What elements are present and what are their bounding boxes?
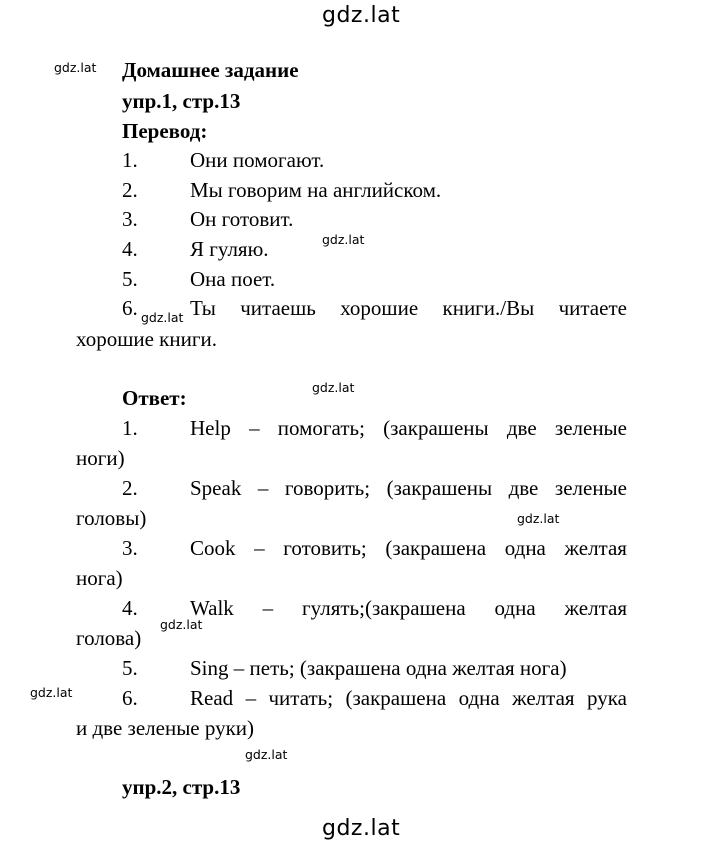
answer-continuation: и две зеленые руки)	[76, 716, 255, 740]
translation-number: 5.	[122, 267, 138, 291]
watermark: gdz.lat	[245, 747, 288, 762]
word: –	[245, 686, 257, 710]
answer-number: 6.	[122, 686, 138, 710]
word: зеленые	[554, 416, 627, 440]
answer-continuation: голова)	[76, 626, 142, 650]
word: читаете	[558, 296, 627, 320]
translation-number: 3.	[122, 207, 138, 231]
translation-text: Он готовит.	[190, 207, 294, 231]
answer-continuation: нога)	[76, 566, 123, 590]
answer-text: Sing – петь; (закрашена одна желтая нога)	[190, 656, 567, 680]
answer-number: 5.	[122, 656, 138, 680]
word: одна	[504, 536, 546, 560]
word: желтая	[564, 596, 627, 620]
word: одна	[494, 596, 536, 620]
watermark: gdz.lat	[312, 380, 355, 395]
exercise-1-heading: упр.1, стр.13	[122, 89, 241, 113]
watermark: gdz.lat	[30, 685, 73, 700]
translation-text: Они помогают.	[190, 148, 325, 172]
word: книги./Вы	[442, 296, 535, 320]
word: желтая	[512, 686, 575, 710]
word: –	[257, 476, 269, 500]
answer-text	[190, 683, 627, 713]
word: –	[249, 416, 260, 440]
answer-number: 1.	[122, 416, 138, 440]
watermark: gdz.lat	[54, 60, 97, 75]
word: –	[262, 596, 274, 620]
word: Walk	[190, 596, 234, 620]
word: две	[506, 416, 537, 440]
watermark-bottom: gdz.lat	[322, 816, 401, 841]
answer-text	[190, 533, 627, 563]
answer-text	[190, 473, 627, 503]
answer-number: 4.	[122, 596, 138, 620]
word: Cook	[190, 536, 236, 560]
watermark-top: gdz.lat	[322, 3, 401, 28]
word: (закрашена	[345, 686, 447, 710]
answer-number: 2.	[122, 476, 138, 500]
word: (закрашены	[383, 416, 489, 440]
word: желтая	[564, 536, 627, 560]
watermark: gdz.lat	[517, 511, 560, 526]
translation-text: Она поет.	[190, 267, 276, 291]
watermark: gdz.lat	[322, 232, 365, 247]
translation-number: 4.	[122, 237, 138, 261]
answer-text	[190, 413, 627, 443]
translation-text	[190, 293, 627, 323]
homework-title: Домашнее задание	[122, 58, 299, 82]
word: гулять;(закрашена	[302, 596, 466, 620]
word: (закрашены	[386, 476, 493, 500]
translation-text: Мы говорим на английском.	[190, 178, 442, 202]
translation-number: 1.	[122, 148, 138, 172]
word: готовить;	[283, 536, 367, 560]
watermark: gdz.lat	[160, 617, 203, 632]
answer-number: 3.	[122, 536, 138, 560]
word: говорить;	[284, 476, 371, 500]
word: Speak	[190, 476, 242, 500]
answer-heading: Ответ:	[122, 386, 187, 410]
word: зеленые	[554, 476, 627, 500]
word: Ты	[190, 296, 216, 320]
word: помогать;	[277, 416, 365, 440]
word: хорошие	[340, 296, 419, 320]
word: одна	[458, 686, 500, 710]
word: Read	[190, 686, 234, 710]
translation-text: Я гуляю.	[190, 237, 269, 261]
word: рука	[586, 686, 627, 710]
word: читаешь	[240, 296, 316, 320]
word: –	[254, 536, 265, 560]
translation-number: 2.	[122, 178, 138, 202]
word: Help	[190, 416, 231, 440]
word: (закрашена	[385, 536, 487, 560]
translation-number: 6.	[122, 296, 138, 320]
word: две	[508, 476, 539, 500]
watermark: gdz.lat	[141, 310, 184, 325]
answer-continuation: ноги)	[76, 446, 125, 470]
translation-continuation: хорошие книги.	[76, 327, 217, 351]
translation-heading: Перевод:	[122, 119, 208, 143]
exercise-2-heading: упр.2, стр.13	[122, 775, 241, 799]
word: читать;	[268, 686, 334, 710]
answer-text	[190, 593, 627, 623]
answer-continuation: головы)	[76, 506, 147, 530]
